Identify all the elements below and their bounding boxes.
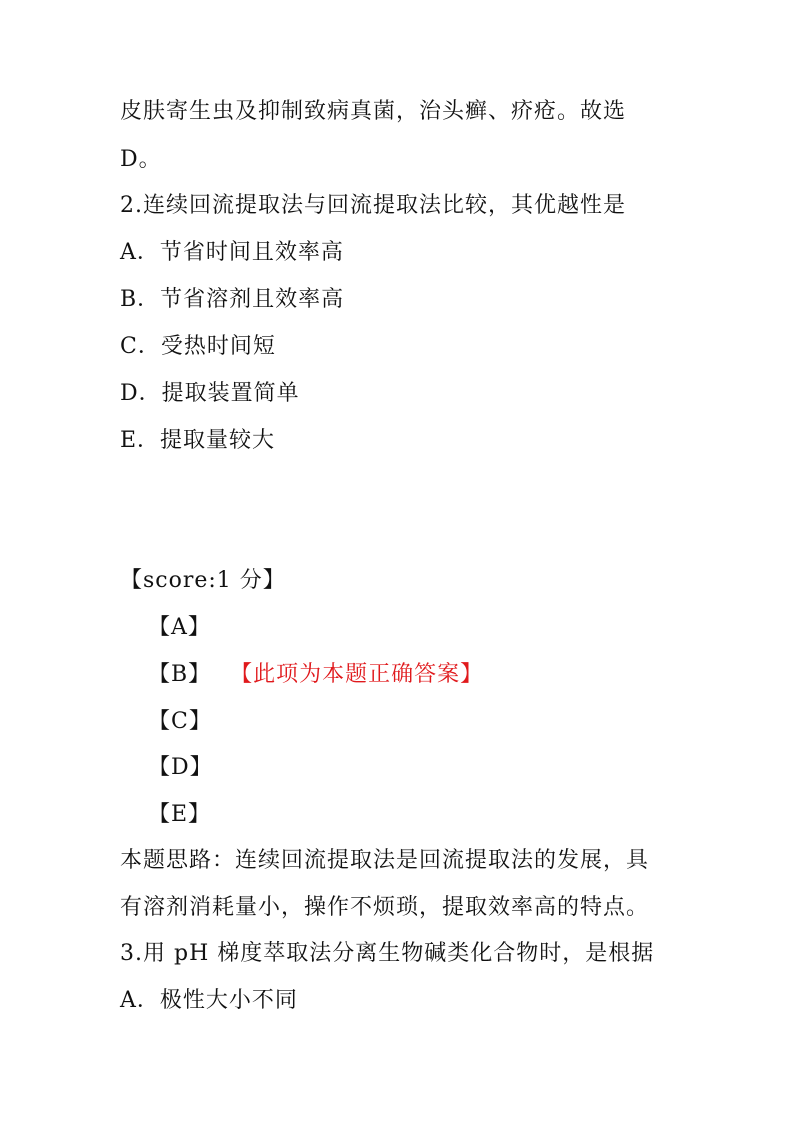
question-2-explanation-line-2: 有溶剂消耗量小，操作不烦琐，提取效率高的特点。 — [120, 895, 650, 920]
question-2-option-e: E．提取量较大 — [120, 428, 276, 453]
question-2-option-b: B．节省溶剂且效率高 — [120, 287, 345, 312]
question-2-option-c: C．受热时间短 — [120, 334, 276, 359]
question-2-option-d: D．提取装置简单 — [120, 381, 300, 406]
previous-explanation-line-1: 皮肤寄生虫及抑制致病真菌，治头癣、疥疮。故选 — [120, 99, 627, 124]
question-2-explanation-line-1: 本题思路：连续回流提取法是回流提取法的发展，具 — [120, 848, 650, 873]
question-2-score: 【score:1 分】 — [120, 568, 286, 593]
question-3-stem: 3.用 pH 梯度萃取法分离生物碱类化合物时，是根据 — [120, 941, 655, 966]
correct-answer-note: 【此项为本题正确答案】 — [241, 662, 484, 687]
answer-label-d: 【D】 — [148, 755, 213, 780]
question-3-option-a: A．极性大小不同 — [120, 988, 298, 1013]
question-2-stem: 2.连续回流提取法与回流提取法比较，其优越性是 — [120, 193, 626, 218]
question-2-option-a: A．节省时间且效率高 — [120, 240, 344, 265]
answer-label-c: 【C】 — [148, 709, 212, 734]
answer-row-b — [148, 660, 483, 690]
answer-label-b: 【B】 — [148, 662, 212, 687]
answer-label-a: 【A】 — [148, 615, 211, 640]
previous-explanation-line-2: D。 — [120, 147, 162, 172]
answer-label-e: 【E】 — [148, 802, 212, 827]
